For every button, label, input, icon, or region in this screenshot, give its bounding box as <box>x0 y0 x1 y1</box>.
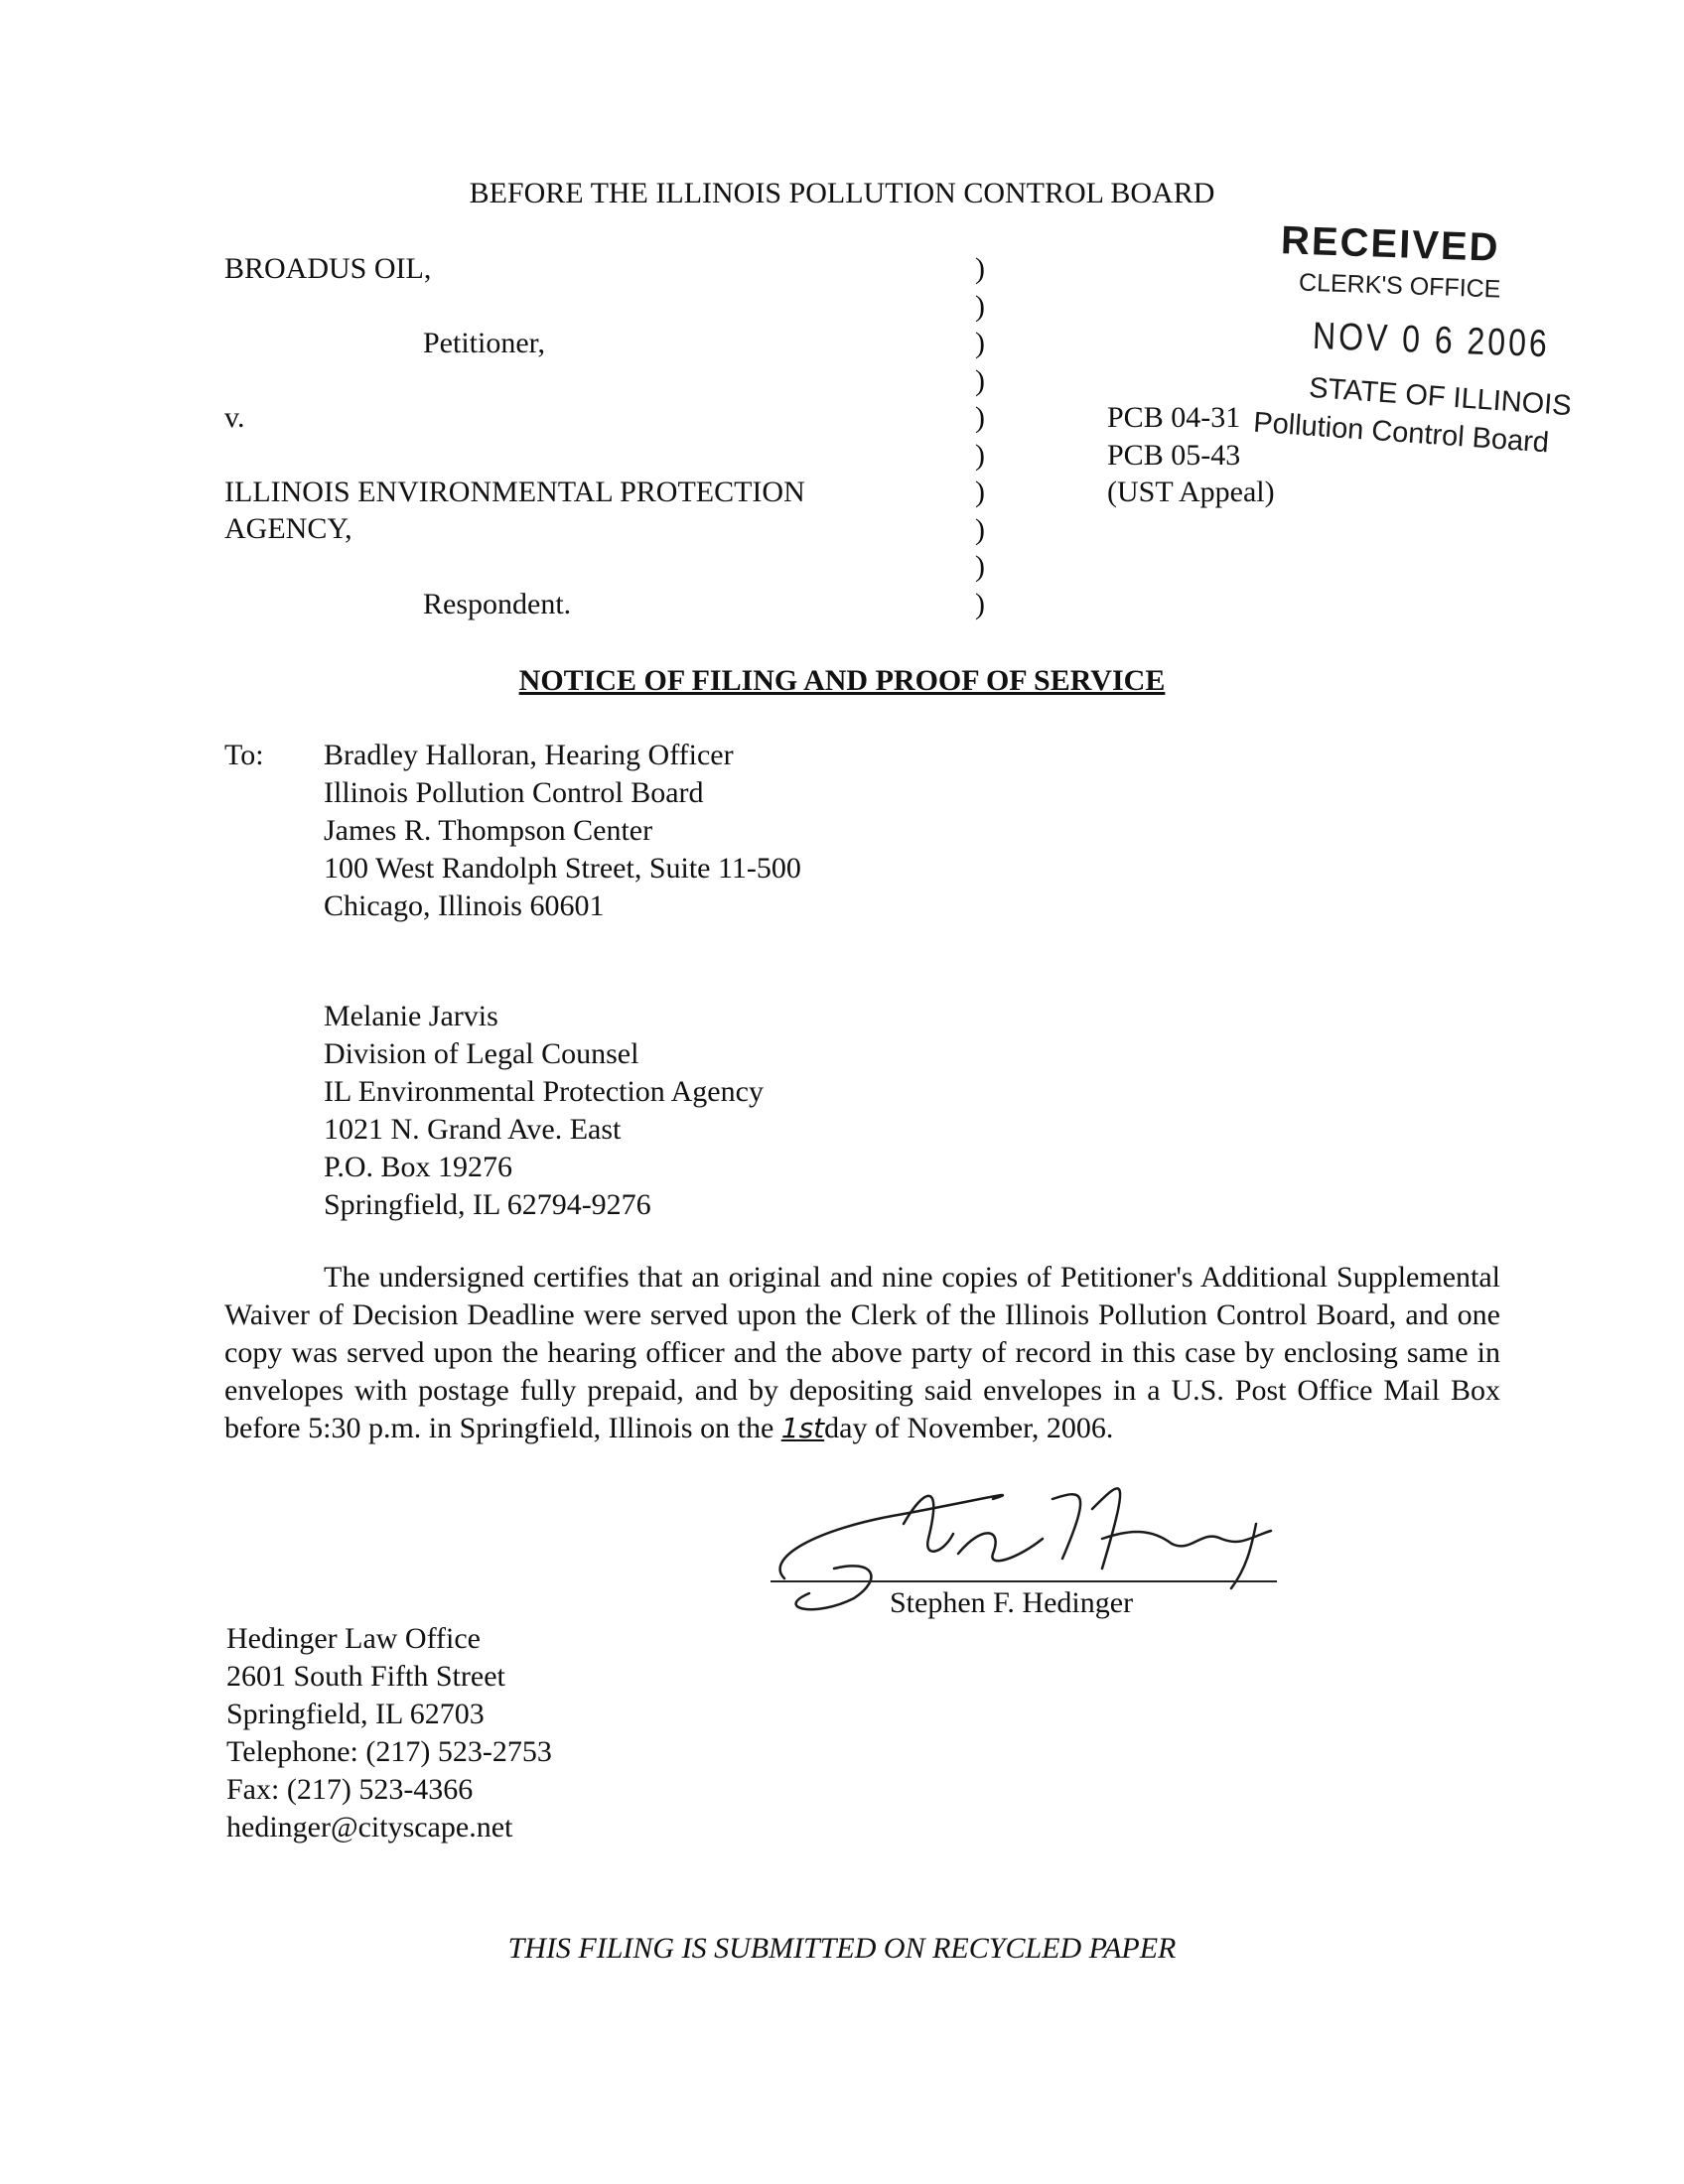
firm-city: Springfield, IL 62703 <box>226 1698 485 1730</box>
paren: ) <box>975 588 985 620</box>
address-line: 100 West Randolph Street, Suite 11-500 <box>324 852 801 885</box>
paren: ) <box>975 513 985 546</box>
petitioner-name: BROADUS OIL, <box>224 252 432 285</box>
certification-text: The undersigned certifies that an original and nine copies of Petitioner's Additional Supplemental Waiver of Decision Deadline were served upon the Clerk of the Illinois Pollution Control Board, and one copy was served upon the hearing officer and the above party of record in this case by enclosing same in envelopes with postage fully prepaid, and by depositing said envelopes in a U.S. Post Office Mail Box before 5:30 p.m. in Springfield, Illinois on the <box>224 1261 1500 1444</box>
firm-telephone: Telephone: (217) 523-2753 <box>226 1735 552 1768</box>
address-line: Division of Legal Counsel <box>324 1037 639 1070</box>
paren: ) <box>975 476 985 508</box>
stamp-state: STATE OF ILLINOIS <box>1308 371 1573 423</box>
case-type: (UST Appeal) <box>1107 476 1275 508</box>
address-line: Chicago, Illinois 60601 <box>324 889 605 922</box>
certification-paragraph <box>224 1259 1500 1447</box>
address-line: Bradley Halloran, Hearing Officer <box>324 739 734 771</box>
certification-text-end: day of November, 2006. <box>824 1412 1114 1444</box>
paren: ) <box>975 327 985 359</box>
stamp-clerks-office: CLERK'S OFFICE <box>1298 268 1501 304</box>
firm-street: 2601 South Fifth Street <box>226 1660 505 1693</box>
address-line: P.O. Box 19276 <box>324 1151 513 1183</box>
paren: ) <box>975 364 985 397</box>
paren: ) <box>975 290 985 323</box>
stamp-received: RECEIVED <box>1280 218 1501 270</box>
recycled-paper-notice: THIS FILING IS SUBMITTED ON RECYCLED PAPER <box>507 1932 1177 1965</box>
stamp-board: Pollution Control Board <box>1252 406 1551 460</box>
handwritten-day: 1st <box>780 1412 825 1444</box>
to-label: To: <box>224 739 264 771</box>
court-heading: BEFORE THE ILLINOIS POLLUTION CONTROL BOARD <box>469 177 1215 209</box>
paren: ) <box>975 550 985 583</box>
signer-name: Stephen F. Hedinger <box>890 1586 1134 1619</box>
paren: ) <box>975 252 985 285</box>
recipient-hearing-officer <box>324 737 801 925</box>
address-line: Illinois Pollution Control Board <box>324 776 704 809</box>
paren: ) <box>975 401 985 434</box>
case-number-1: PCB 04-31 <box>1107 401 1241 434</box>
recipient-agency-counsel <box>324 998 764 1224</box>
signature-line <box>771 1580 1277 1582</box>
respondent-name-line2: AGENCY, <box>224 512 352 545</box>
firm-fax: Fax: (217) 523-4366 <box>226 1773 474 1806</box>
firm-name: Hedinger Law Office <box>226 1622 481 1655</box>
respondent-name-line1: ILLINOIS ENVIRONMENTAL PROTECTION <box>224 476 805 508</box>
address-line: Melanie Jarvis <box>324 1000 498 1032</box>
law-office-block <box>226 1620 552 1846</box>
paren: ) <box>975 439 985 472</box>
firm-email: hedinger@cityscape.net <box>226 1811 513 1843</box>
address-line: Springfield, IL 62794-9276 <box>324 1188 651 1221</box>
case-number-2: PCB 05-43 <box>1107 439 1241 472</box>
respondent-role: Respondent. <box>423 588 572 620</box>
petitioner-role: Petitioner, <box>423 327 545 359</box>
address-line: IL Environmental Protection Agency <box>324 1075 764 1108</box>
address-line: James R. Thompson Center <box>324 814 653 847</box>
address-line: 1021 N. Grand Ave. East <box>324 1113 622 1146</box>
versus: v. <box>224 401 245 434</box>
document-title: NOTICE OF FILING AND PROOF OF SERVICE <box>518 664 1166 697</box>
stamp-date: NOV 0 6 2006 <box>1312 314 1551 365</box>
